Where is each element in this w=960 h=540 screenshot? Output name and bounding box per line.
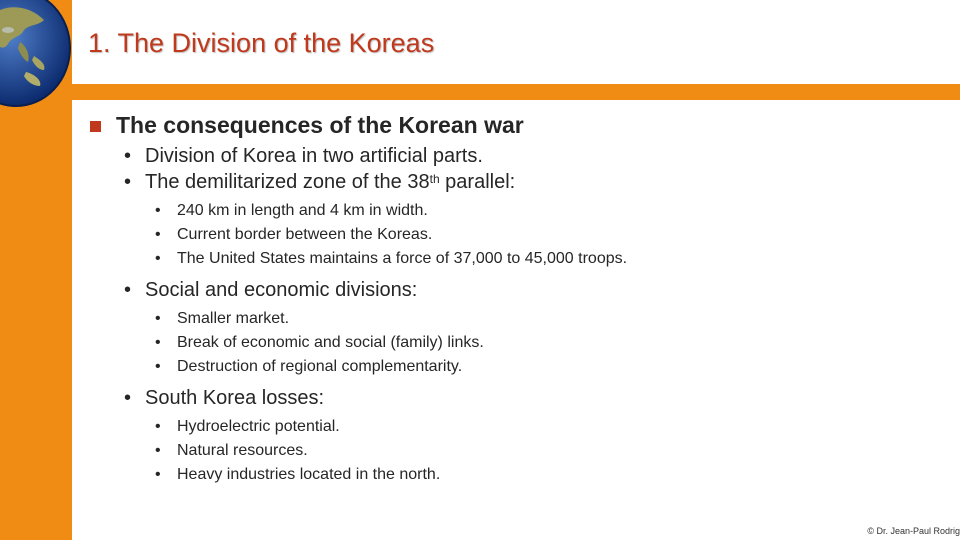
sub-list-item — [88, 415, 948, 439]
sub-list-item — [88, 439, 948, 463]
subpoint-text: Break of economic and social (family) links. — [177, 334, 484, 351]
point-text-suffix: parallel: — [439, 171, 516, 193]
slide-content — [88, 108, 948, 487]
bullet-icon: • — [155, 358, 161, 375]
subpoint-text: Smaller market. — [177, 310, 290, 327]
bullet-icon: • — [124, 279, 132, 301]
point-text: South Korea losses: — [145, 387, 324, 409]
bullet-icon: • — [155, 418, 161, 435]
bullet-icon: • — [124, 171, 132, 193]
subpoint-text: 240 km in length and 4 km in width. — [177, 202, 428, 219]
slide-title: 1. The Division of the Koreas — [88, 28, 435, 58]
bullet-icon: • — [124, 145, 132, 167]
subpoint-text: Destruction of regional complementarity. — [177, 358, 463, 375]
main-heading-text: The consequences of the Korean war — [116, 112, 524, 138]
bullet-icon: • — [155, 334, 161, 351]
title-divider — [72, 84, 960, 100]
list-item — [88, 169, 948, 195]
sub-list-item — [88, 223, 948, 247]
bullet-icon: • — [155, 202, 161, 219]
square-bullet-icon — [90, 121, 101, 132]
bullet-icon: • — [155, 250, 161, 267]
subpoint-text: Current border between the Koreas. — [177, 226, 433, 243]
subpoint-text: Hydroelectric potential. — [177, 418, 340, 435]
sub-list-item — [88, 355, 948, 379]
sub-list-item — [88, 331, 948, 355]
point-text: Social and economic divisions: — [145, 279, 418, 301]
subpoint-text: Heavy industries located in the north. — [177, 466, 441, 483]
ordinal-superscript: th — [429, 172, 440, 186]
list-item — [88, 143, 948, 169]
bullet-icon: • — [124, 387, 132, 409]
list-item — [88, 385, 948, 411]
list-item — [88, 277, 948, 303]
point-text: Division of Korea in two artificial parts. — [145, 145, 483, 167]
sub-list-item — [88, 199, 948, 223]
copyright-notice: © Dr. Jean-Paul Rodrig — [867, 526, 960, 536]
bullet-icon: • — [155, 310, 161, 327]
sub-list-item — [88, 247, 948, 271]
subpoint-text: Natural resources. — [177, 442, 308, 459]
subpoint-text: The United States maintains a force of 37,000 to 45,000 troops. — [177, 250, 628, 267]
bullet-icon: • — [155, 226, 161, 243]
bullet-icon: • — [155, 466, 161, 483]
globe-icon — [0, 0, 72, 110]
main-heading — [88, 112, 948, 139]
bullet-icon: • — [155, 442, 161, 459]
sub-list-item — [88, 463, 948, 487]
sub-list-item — [88, 307, 948, 331]
point-text: The demilitarized zone of the 38 — [145, 171, 430, 193]
